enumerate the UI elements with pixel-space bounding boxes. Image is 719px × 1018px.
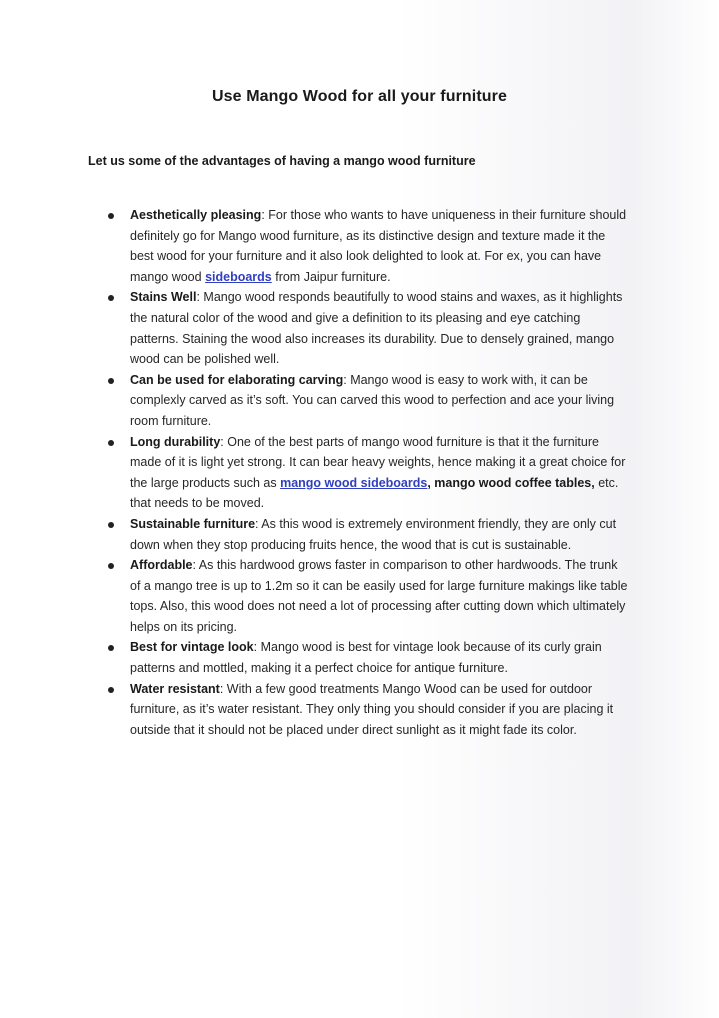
item-term: Best for vintage look <box>130 640 254 655</box>
list-item <box>0 637 630 678</box>
list-item <box>0 287 630 369</box>
item-term: Water resistant <box>130 681 220 696</box>
item-term: Can be used for elaborating carving <box>130 372 344 387</box>
item-text: : Mango wood is easy to work with, it can be complexly carved as it’s soft. You can carved this wood to perfection and ace your living room furniture. <box>130 372 615 428</box>
list-item <box>0 370 630 432</box>
intro-heading: Let us some of the advantages of having a mango wood furniture <box>88 154 476 168</box>
bullet-icon <box>108 378 114 384</box>
item-term: Aesthetically pleasing <box>130 208 262 222</box>
bullet-icon <box>108 213 114 219</box>
item-text: : One of the best parts of mango wood furniture is that it the furniture made of it is light yet strong. It can bear heavy weights, hence making it a great choice for the large products such as <box>130 434 626 490</box>
item-text: : As this hardwood grows faster in comparison to other hardwoods. The trunk of a mango tree is up to 1.2m so it can be easily used for large furniture makings like table tops. Also, this wood does not need a lot of processing after cutting down which ultimately helps on its pricing. <box>130 558 628 634</box>
bullet-icon <box>108 522 114 528</box>
item-term: Long durability <box>130 434 221 449</box>
item-text: : As this wood is extremely environment friendly, they are only cut down when they stop producing fruits hence, the wood that is cut is sustainable. <box>130 516 617 552</box>
item-text: : With a few good treatments Mango Wood can be used for outdoor furniture, as it’s water resistant. They only thing you should consider if you are placing it outside that it should not be placed under direct sunlight as it might fade its color. <box>130 681 614 737</box>
list-item <box>0 205 630 287</box>
item-text: : Mango wood responds beautifully to wood stains and waxes, as it highlights the natural color of the wood and give a definition to its pleasing and eye catching patterns. Staining the wood also increases its durability. Due to densely grained, mango wood can be polished well. <box>130 290 623 367</box>
item-text-end: etc. that needs to be moved. <box>130 475 619 511</box>
list-item <box>0 555 630 637</box>
item-bold-text: , mango wood coffee tables, <box>427 475 595 490</box>
sideboards-link[interactable]: sideboards <box>205 269 272 284</box>
list-item <box>0 432 630 514</box>
item-term: Sustainable furniture <box>130 516 256 531</box>
item-text: : Mango wood is best for vintage look because of its curly grain patterns and mottled, making it a perfect choice for antique furniture. <box>130 640 602 676</box>
item-term: Affordable <box>130 558 193 573</box>
item-text: : For those who wants to have uniqueness in their furniture should definitely go for Mango wood furniture, as its distinctive design and texture made it the best wood for your furniture and it also look delighted to look at. For ex, you can have mango wood <box>130 208 627 284</box>
bullet-icon <box>108 687 114 693</box>
bullet-icon <box>108 645 114 651</box>
item-term: Stains Well <box>130 290 197 305</box>
item-text-end: from Jaipur furniture. <box>271 269 391 284</box>
list-item <box>0 514 630 555</box>
mango-wood-sideboards-link[interactable]: mango wood sideboards <box>280 475 428 490</box>
advantages-list <box>0 205 719 740</box>
page-title: Use Mango Wood for all your furniture <box>212 88 507 105</box>
bullet-icon <box>108 563 114 569</box>
bullet-icon <box>108 295 114 301</box>
bullet-icon <box>108 440 114 446</box>
list-item <box>0 679 630 741</box>
